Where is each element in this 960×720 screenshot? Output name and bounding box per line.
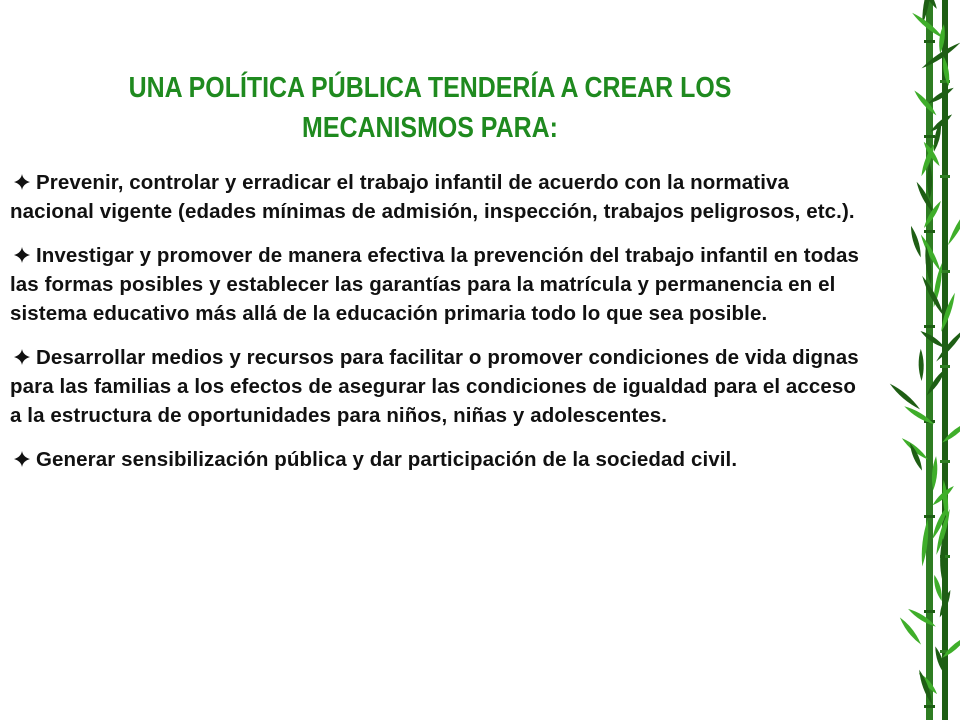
- bamboo-node: [940, 365, 950, 368]
- bullet-item: [10, 168, 870, 226]
- bamboo-node: [940, 460, 950, 463]
- bullet-list: [10, 168, 870, 489]
- bamboo-node: [924, 705, 935, 708]
- bamboo-leaf: [898, 616, 923, 646]
- bamboo-leaf: [912, 89, 938, 117]
- bullet-item: [10, 241, 870, 328]
- diamond-bullet-icon: [14, 349, 30, 365]
- bullet-item: [10, 343, 870, 430]
- bamboo-node: [924, 515, 935, 518]
- bullet-text: Investigar y promover de manera efectiva la prevención del trabajo infantil en todas las formas posibles y establecer las garantías para la matrícula y permanencia en el sistema educativo más allá de la educación primaria todo lo que sea posible.: [10, 244, 859, 325]
- bullet-text: Prevenir, controlar y erradicar el trabajo infantil de acuerdo con la normativa nacional vigente (edades mínimas de admisión, inspección, trabajos peligrosos, etc.).: [10, 171, 855, 223]
- diamond-bullet-icon: [14, 174, 30, 190]
- bamboo-leaf: [918, 349, 924, 381]
- bamboo-node: [924, 230, 935, 233]
- title-line-1: UNA POLÍTICA PÚBLICA TENDERÍA A CREAR LOS: [128, 72, 732, 104]
- diamond-bullet-icon: [14, 451, 30, 467]
- bamboo-node: [940, 175, 950, 178]
- title-line-2: MECANISMOS PARA:: [302, 112, 558, 144]
- bamboo-node: [924, 610, 935, 613]
- bamboo-leaf: [909, 225, 924, 258]
- bullet-item: [10, 445, 870, 474]
- slide-title: [86, 68, 774, 148]
- bullet-text: Generar sensibilización pública y dar participación de la sociedad civil.: [36, 448, 738, 471]
- bamboo-node: [924, 135, 935, 138]
- bamboo-node: [924, 325, 935, 328]
- diamond-bullet-icon: [14, 247, 30, 263]
- bamboo-node: [924, 40, 935, 43]
- bullet-text: Desarrollar medios y recursos para facilitar o promover condiciones de vida dignas para las familias a los efectos de asegurar las condiciones de igualdad para el acceso a la estructura de oportunidades para niños, niñas y adolescentes.: [10, 346, 859, 427]
- bamboo-decoration: [868, 0, 960, 720]
